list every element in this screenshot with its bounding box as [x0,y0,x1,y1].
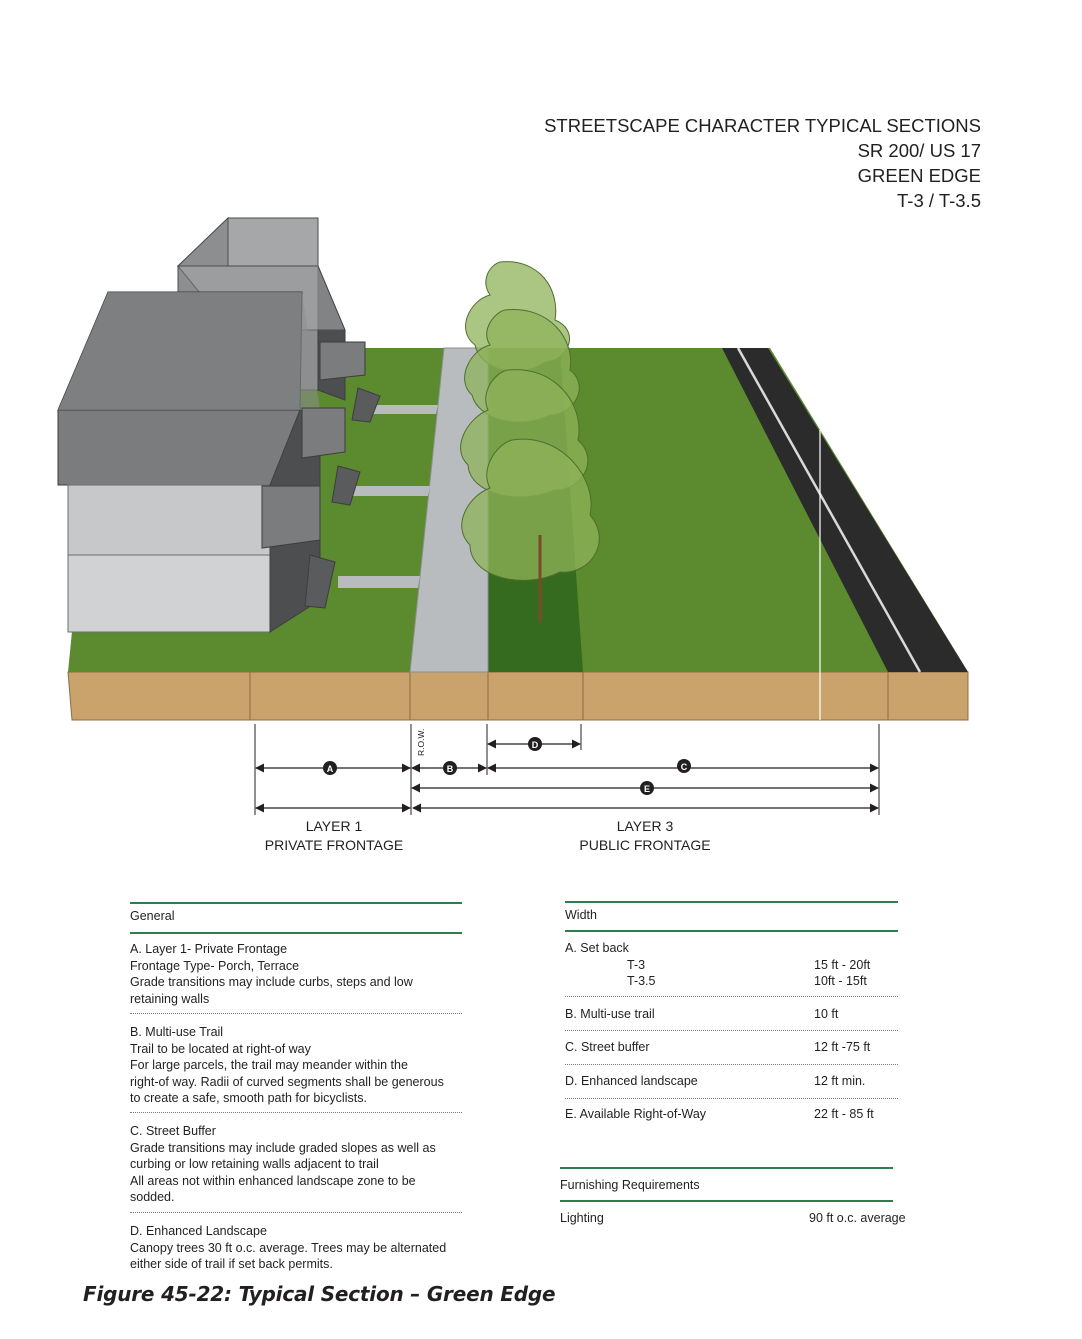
general-b-line-1: B. Multi-use Trail [130,1025,224,1039]
lighting-label: Lighting [560,1211,604,1225]
general-header: General [130,909,175,923]
dimension-extension-lines [255,724,879,815]
title-line-3: GREEN EDGE [857,165,981,186]
dim-a-text: A [326,764,334,774]
soil-band [68,672,968,720]
general-section-b [130,1024,444,1107]
general-b-line-3: For large parcels, the trail may meander within the [130,1058,408,1073]
building-front [58,292,320,632]
general-section-c [130,1123,436,1206]
dim-e-text: E [643,784,651,794]
general-c-line-1: C. Street Buffer [130,1124,216,1138]
t3-value: 15 ft - 20ft [814,958,871,972]
layer3-label [560,817,730,855]
tree-row [461,262,600,581]
general-c-line-3: curbing or low retaining walls adjacent to trail [130,1157,379,1172]
width-row-e-value: 22 ft - 85 ft [814,1107,874,1121]
dim-d-text: D [531,740,539,750]
general-b-line-4: right-of way. Radii of curved segments shall be generous [130,1074,444,1089]
dim-d-badge [528,737,542,751]
width-row-d-value: 12 ft min. [814,1074,866,1088]
layer3-line1: LAYER 3 [616,818,674,834]
general-a-line-1: A. Layer 1- Private Frontage [130,942,288,956]
general-a-line-2: Frontage Type- Porch, Terrace [130,958,300,973]
title-line-2: SR 200/ US 17 [857,140,981,161]
dim-c-text: C [680,762,688,772]
t35-label: T-3.5 [627,974,656,988]
t35-value: 10ft - 15ft [814,974,867,988]
width-row-d-label: D. Enhanced landscape [565,1074,698,1088]
lighting-value: 90 ft o.c. average [809,1211,906,1225]
layer1-line1: LAYER 1 [305,818,363,834]
width-row-b-value: 10 ft [814,1007,839,1021]
layer1-line2: PRIVATE FRONTAGE [264,837,404,853]
general-a-line-3: Grade transitions may include curbs, steps and low [130,975,413,990]
figure-caption: Figure 45-22: Typical Section – Green Edge [83,1282,556,1306]
width-row-b-label: B. Multi-use trail [565,1007,655,1021]
general-c-line-4: All areas not within enhanced landscape zone to be [130,1173,416,1188]
general-c-line-5: sodded. [130,1190,175,1205]
dim-a-badge [323,761,337,775]
setback-label: A. Set back [565,941,629,955]
dim-e-badge [640,781,654,795]
general-d-line-1: D. Enhanced Landscape [130,1224,267,1238]
general-section-a [130,941,413,1007]
general-d-line-2: Canopy trees 30 ft o.c. average. Trees may be alternated [130,1240,447,1255]
t3-label: T-3 [627,958,646,972]
row-label: R.O.W. [416,728,426,756]
width-row-c-value: 12 ft -75 ft [814,1040,871,1054]
width-row-c-label: C. Street buffer [565,1040,650,1054]
dim-c-badge [677,759,691,773]
general-b-line-2: Trail to be located at right-of way [130,1041,311,1056]
general-c-line-2: Grade transitions may include graded slopes as well as [130,1140,436,1155]
furnishing-header: Furnishing Requirements [560,1178,700,1192]
dim-b-badge [443,761,457,775]
general-section-d [130,1223,446,1273]
general-d-line-3: either side of trail if set back permits. [130,1257,333,1272]
width-row-e-label: E. Available Right-of-Way [565,1107,707,1121]
layer3-line2: PUBLIC FRONTAGE [579,837,711,853]
dim-b-text: B [446,764,454,774]
width-header: Width [565,908,597,922]
title-line-4: T-3 / T-3.5 [897,190,981,211]
general-a-line-4: retaining walls [130,991,210,1006]
layer1-label [254,817,414,855]
general-b-line-5: to create a safe, smooth path for bicyclists. [130,1091,367,1106]
title-line-1: STREETSCAPE CHARACTER TYPICAL SECTIONS [544,115,981,136]
